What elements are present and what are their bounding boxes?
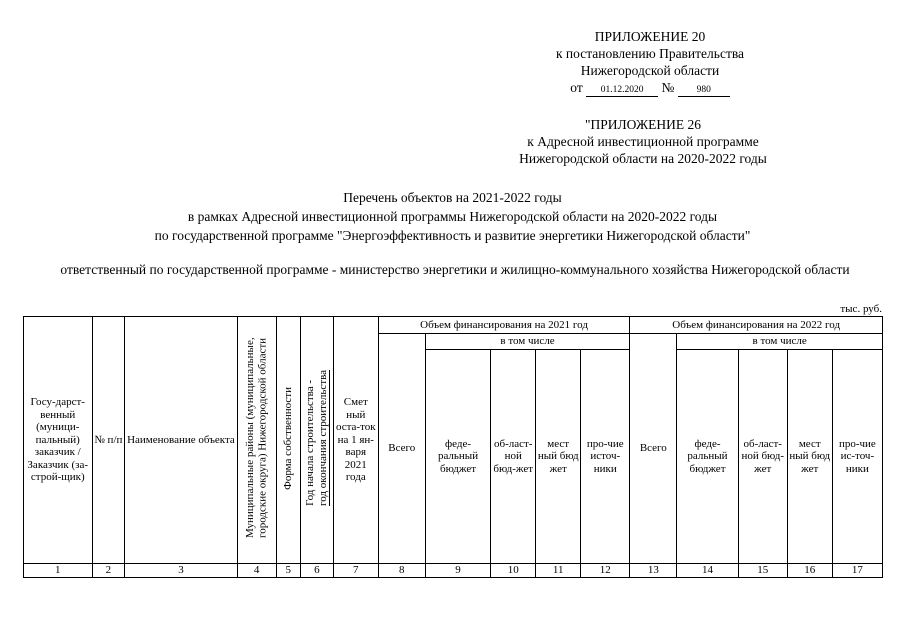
column-number: 15 — [738, 564, 787, 578]
col-other-2021: про-чие источ-ники — [581, 350, 630, 564]
column-number: 17 — [832, 564, 882, 578]
col-municipal-districts — [237, 317, 276, 564]
document-title — [20, 188, 885, 245]
column-number: 16 — [787, 564, 832, 578]
appendix-20-block — [520, 28, 780, 97]
objects-table — [23, 316, 883, 578]
appendix-26-line2: Нижегородской области на 2020-2022 годы — [519, 151, 767, 166]
column-number: 4 — [237, 564, 276, 578]
col-customer: Госу-дарст-венный (муници-пальный) заказчик / Заказчик (за-строй-щик) — [24, 317, 93, 564]
appendix-20-dateline — [520, 79, 780, 97]
table-header-row-1 — [24, 317, 883, 334]
col-regional-2021: об-ласт-ной бюд-жет — [491, 350, 536, 564]
column-number: 8 — [378, 564, 425, 578]
document-title-line3: по государственной программе "Энергоэффективность и развитие энергетики Нижегородской области" — [154, 228, 751, 243]
document-title-line1: Перечень объектов на 2021-2022 годы — [343, 190, 562, 205]
col-total-2022: Всего — [630, 334, 677, 564]
col-including-2021: в том числе — [425, 334, 630, 350]
appendix-20-title: ПРИЛОЖЕНИЕ 20 — [594, 29, 706, 44]
col-number: № п/п — [92, 317, 125, 564]
appendix-26-line1: к Адресной инвестиционной программе — [527, 134, 759, 149]
column-numbers-row — [24, 564, 883, 578]
col-total-2021: Всего — [378, 334, 425, 564]
column-number: 13 — [630, 564, 677, 578]
date-value: 01.12.2020 — [586, 85, 658, 97]
col-financing-2022: Объем финансирования на 2022 год — [630, 317, 883, 334]
col-object-name: Наименование объекта — [125, 317, 237, 564]
col-construction-start-text: Год начала строительства - — [304, 380, 317, 507]
column-number: 6 — [301, 564, 334, 578]
column-number: 5 — [276, 564, 301, 578]
column-number: 1 — [24, 564, 93, 578]
column-number: 2 — [92, 564, 125, 578]
number-value: 980 — [678, 85, 730, 97]
column-number: 14 — [677, 564, 738, 578]
column-number: 9 — [425, 564, 490, 578]
appendix-20-line2: Нижегородской области — [580, 63, 720, 78]
column-number: 7 — [333, 564, 378, 578]
col-regional-2022: об-ласт-ной бюд-жет — [738, 350, 787, 564]
col-municipal-districts-text: Муниципальные районы (муниципальные, городские округа) Нижегородской области — [244, 337, 269, 539]
number-sign: № — [661, 80, 675, 95]
col-ownership-form — [276, 317, 301, 564]
col-including-2022: в том числе — [677, 334, 883, 350]
col-federal-2021: феде-ральный бюджет — [425, 350, 490, 564]
col-estimated-balance: Смет ный оста-ток на 1 ян-варя 2021 года — [333, 317, 378, 564]
appendix-26-title: "ПРИЛОЖЕНИЕ 26 — [584, 117, 702, 132]
col-federal-2022: феде-ральный бюджет — [677, 350, 738, 564]
responsible-ministry: ответственный по государственной программе - министерство энергетики и жилищно-коммунального хозяйства Нижегородской области — [60, 262, 850, 277]
column-number: 12 — [581, 564, 630, 578]
col-other-2022: про-чие ис-точ-ники — [832, 350, 882, 564]
appendix-20-line1: к постановлению Правительства — [555, 46, 745, 61]
column-number: 10 — [491, 564, 536, 578]
col-local-2021: мест ный бюд жет — [536, 350, 581, 564]
col-local-2022: мест ный бюд жет — [787, 350, 832, 564]
col-construction-years — [301, 317, 334, 564]
column-number: 3 — [125, 564, 237, 578]
appendix-26-block — [478, 116, 808, 167]
column-number: 11 — [536, 564, 581, 578]
date-prefix: от — [570, 80, 583, 95]
document-title-line2: в рамках Адресной инвестиционной программы Нижегородской области на 2020-2022 годы — [187, 209, 718, 224]
col-financing-2021: Объем финансирования на 2021 год — [378, 317, 630, 334]
col-construction-end-text: год окончания строительства — [316, 370, 329, 507]
unit-label: тыс. руб. — [840, 303, 882, 315]
col-ownership-form-text: Форма собственности — [282, 386, 295, 490]
